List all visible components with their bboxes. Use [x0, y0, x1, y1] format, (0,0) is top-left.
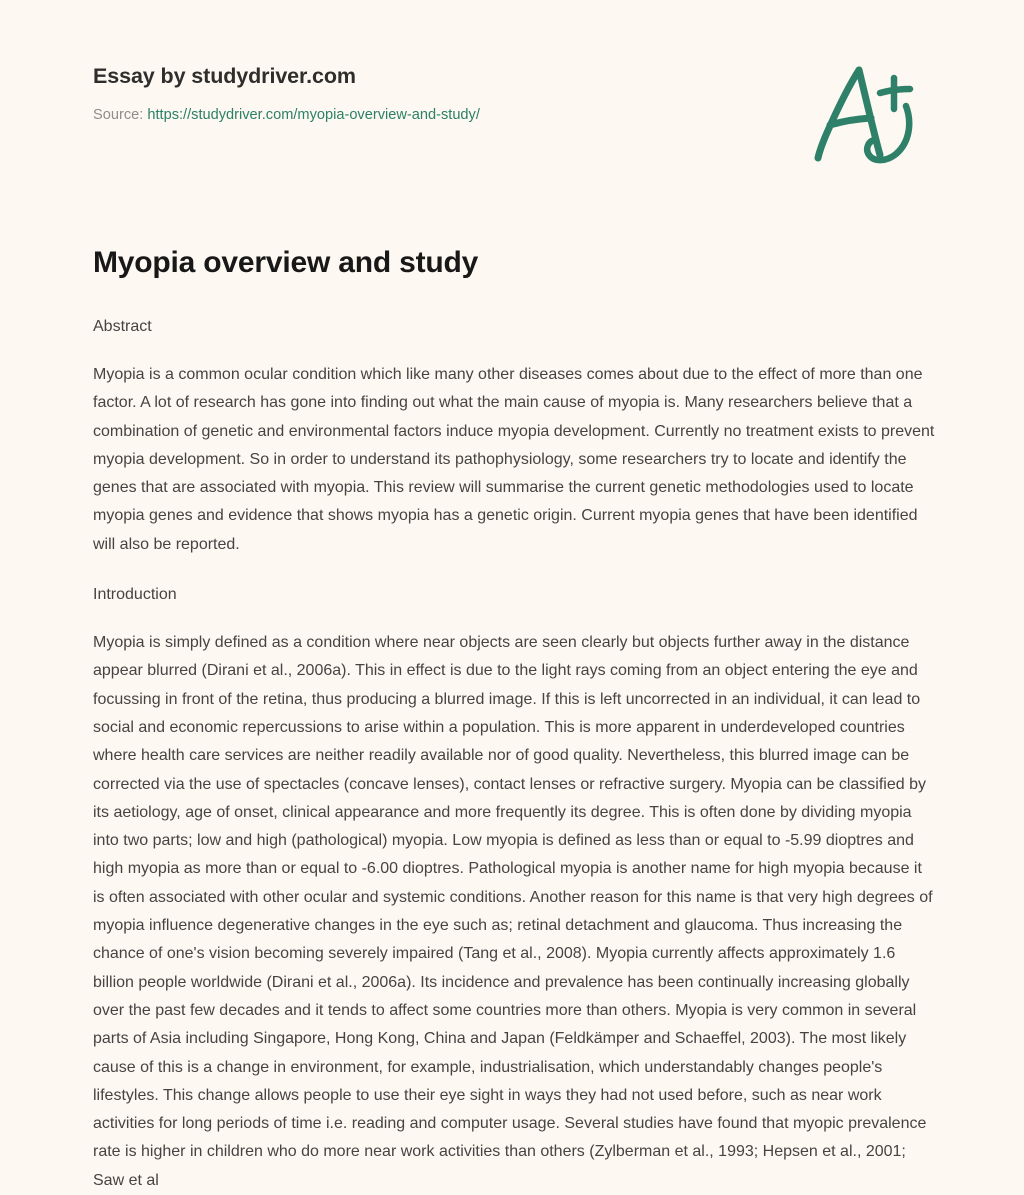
source-label: Source:	[93, 107, 144, 123]
brand-title: Essay by studydriver.com	[93, 64, 356, 88]
page-header	[0, 0, 1024, 200]
source-line	[93, 105, 480, 125]
introduction-paragraph: Myopia is simply defined as a condition where near objects are seen clearly but objects further away in the distance appear blurred (Dirani et al., 2006a). This in effect is due to the light rays coming from an object entering the eye and focussing in front of the retina, thus producing a blurred image. If this is left uncorrected in an individual, it can lead to social and economic repercussions to arise within a population. This is more apparent in underdeveloped countries where health care services are neither readily available nor of good quality. Nevertheless, this blurred image can be corrected via the use of spectacles (concave lenses), contact lenses or refractive surgery. Myopia can be classified by its aetiology, age of onset, clinical appearance and more frequently its degree. This is often done by dividing myopia into two parts; low and high (pathological) myopia. Low myopia is defined as less than or equal to -5.99 dioptres and high myopia as more than or equal to -6.00 dioptres. Pathological myopia is another name for high myopia because it is often associated with other ocular and systemic conditions. Another reason for this name is that very high degrees of myopia influence degenerative changes in the eye such as; retinal detachment and glaucoma. Thus increasing the chance of one's vision becoming severely impaired (Tang et al., 2008). Myopia currently affects approximately 1.6 billion people worldwide (Dirani et al., 2006a). Its incidence and prevalence has been continually increasing globally over the past few decades and it tends to affect some countries more than others. Myopia is very common in several parts of Asia including Singapore, Hong Kong, China and Japan (Feldkämper and Schaeffel, 2003). The most likely cause of this is a change in environment, for example, industrialisation, which understandably changes people's lifestyles. This change allows people to use their eye sight in ways they had not used before, such as near work activities for long periods of time i.e. reading and computer usage. Several studies have found that myopic prevalence rate is higher in children who do more near work activities than others (Zylberman et al., 1993; Hepsen et al., 2001; Saw et al	[93, 634, 933, 1189]
page-title: Myopia overview and study	[93, 246, 479, 279]
a-plus-logo-icon	[806, 62, 926, 172]
document-body	[93, 243, 935, 1195]
brand-block	[93, 62, 480, 125]
source-url-link[interactable]: https://studydriver.com/myopia-overview-and-study/	[147, 107, 480, 123]
section-heading-introduction: Introduction	[93, 586, 177, 604]
section-heading-abstract: Abstract	[93, 318, 152, 335]
abstract-paragraph: Myopia is a common ocular condition which like many other diseases comes about due to the effect of more than one factor. A lot of research has gone into finding out what the main cause of myopia is. Many researchers believe that a combination of genetic and environmental factors induce myopia development. Currently no treatment exists to prevent myopia development. So in order to understand its pathophysiology, some researchers try to locate and identify the genes that are associated with myopia. This review will summarise the current genetic methodologies used to locate myopia genes and evidence that shows myopia has a genetic origin. Current myopia genes that have been identified will also be reported.	[93, 366, 935, 553]
